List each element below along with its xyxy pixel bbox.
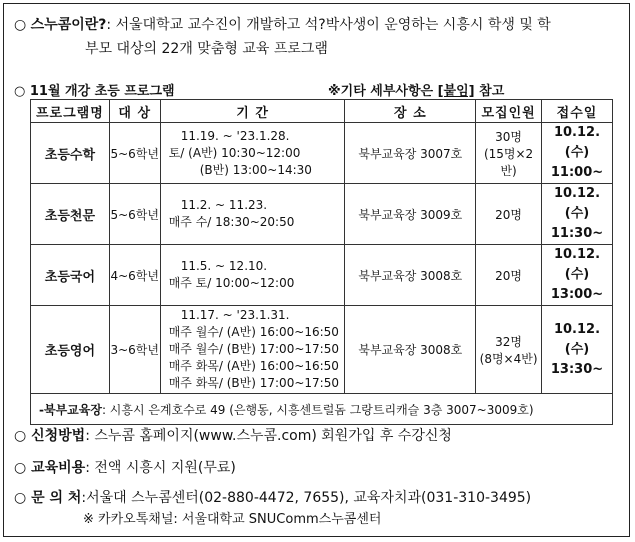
period-line: 11.17. ~ '23.1.31.: [180, 308, 290, 322]
program-name: 초등영어: [31, 306, 110, 394]
program-receipt: [542, 306, 613, 394]
program-capacity: [476, 123, 542, 184]
program-capacity: 20명: [476, 184, 542, 245]
col-header: 모집인원: [476, 100, 542, 123]
intro-title: 스누콤이란?: [30, 17, 107, 33]
program-name: 초등천문: [31, 184, 110, 245]
period-line: 매주 수/ 18:30~20:50: [168, 215, 295, 229]
intro-text-2: 부모 대상의 22개 맞춤형 교육 프로그램: [85, 41, 328, 57]
program-period: [160, 184, 345, 245]
col-header: 장 소: [345, 100, 476, 123]
period-line: 매주 화목/ (A반) 16:00~16:50: [168, 359, 339, 373]
col-header: 기 간: [160, 100, 345, 123]
kakao-channel: ※ 카카오톡채널: 서울대학교 SNUComm스누콤센터: [83, 512, 382, 527]
program-target: 4~6학년: [109, 245, 160, 306]
program-subheader: [14, 80, 614, 98]
program-place: 북부교육장 3008호: [345, 306, 476, 394]
apply-text: : 스누콤 홈페이지(www.스누콤.com) 회원가입 후 수강신청: [85, 428, 452, 444]
program-capacity: 20명: [476, 245, 542, 306]
program-period: [160, 306, 345, 394]
table-row: [31, 123, 613, 184]
footnote-label: -북부교육장: [39, 402, 102, 417]
contact-label: ○ 문 의 처: [14, 490, 82, 506]
table-footnote-row: [31, 394, 613, 425]
cost-text: : 전액 시흥시 지원(무료): [85, 460, 236, 476]
note-suffix: 참고: [474, 84, 505, 99]
program-receipt: [542, 123, 613, 184]
program-name: 초등국어: [31, 245, 110, 306]
contact-text: :서울대 스누콤센터(02-880-4472, 7655), 교육자치과(031-310-3495): [81, 490, 532, 506]
period-line: 매주 월수/ (B반) 17:00~17:50: [168, 342, 339, 356]
intro-line-1: [14, 13, 624, 37]
receipt-time: 11:00~: [550, 165, 604, 180]
program-target: 5~6학년: [109, 123, 160, 184]
receipt-date: 10.12.(수): [553, 125, 601, 160]
receipt-time: 13:00~: [550, 287, 604, 302]
capacity-line: 30명: [495, 129, 523, 144]
program-place: 북부교육장 3009호: [345, 184, 476, 245]
period-line: (B반) 13:00~14:30: [199, 162, 312, 177]
program-table: [30, 99, 613, 425]
note-prefix: ※기타 세부사항은: [328, 84, 438, 99]
table-row: [31, 306, 613, 394]
col-header: 프로그램명: [31, 100, 110, 123]
program-name: 초등수학: [31, 123, 110, 184]
program-receipt: [542, 184, 613, 245]
period-line: 매주 월수/ (A반) 16:00~16:50: [168, 325, 339, 339]
location-footnote: [31, 394, 613, 425]
period-line: 매주 화목/ (B반) 17:00~17:50: [168, 376, 339, 390]
capacity-line: (15명×2반): [483, 146, 534, 178]
col-header: 접수일: [542, 100, 613, 123]
receipt-time: 11:30~: [550, 226, 604, 241]
receipt-time: 13:30~: [550, 361, 604, 377]
program-receipt: [542, 245, 613, 306]
col-header: 대 상: [109, 100, 160, 123]
program-capacity: [476, 306, 542, 394]
program-period: [160, 123, 345, 184]
table-row: [31, 184, 613, 245]
footnote-text: : 시흥시 은계호수로 49 (은행동, 시흥센트럴돔 그랑트리캐슬 3층 3007~3009호): [101, 402, 534, 417]
attachment-link: [붙임]: [437, 84, 475, 99]
period-line: 11.5. ~ 12.10.: [180, 259, 268, 273]
program-heading: ○ 11월 개강 초등 프로그램: [14, 84, 175, 99]
program-target: 5~6학년: [109, 184, 160, 245]
intro-text-1: : 서울대학교 교수진이 개발하고 석?박사생이 운영하는 시흥시 학생 및 학: [106, 17, 551, 33]
period-line: 11.19. ~ '23.1.28.: [180, 128, 290, 143]
receipt-date: 10.12.(수): [553, 247, 601, 282]
apply-label: ○ 신청방법: [14, 428, 86, 444]
table-header-row: [31, 100, 613, 123]
apply-method: [14, 425, 452, 445]
capacity-line: 32명: [495, 334, 523, 349]
period-line: 매주 토/ 10:00~12:00: [168, 276, 295, 290]
intro-section: [14, 13, 624, 61]
bullet-icon: ○: [14, 17, 27, 33]
program-period: [160, 245, 345, 306]
period-line: 11.2. ~ 11.23.: [180, 198, 268, 212]
program-target: 3~6학년: [109, 306, 160, 394]
receipt-date: 10.12.(수): [553, 321, 601, 357]
table-row: [31, 245, 613, 306]
cost-label: ○ 교육비용: [14, 460, 86, 476]
contact-info: [14, 487, 531, 507]
capacity-line: (8명×4반): [479, 351, 538, 366]
attachment-note: [328, 80, 504, 99]
program-place: 북부교육장 3008호: [345, 245, 476, 306]
education-cost: [14, 457, 236, 477]
program-place: 북부교육장 3007호: [345, 123, 476, 184]
receipt-date: 10.12.(수): [553, 186, 601, 221]
period-line: 토/ (A반) 10:30~12:00: [168, 145, 301, 160]
